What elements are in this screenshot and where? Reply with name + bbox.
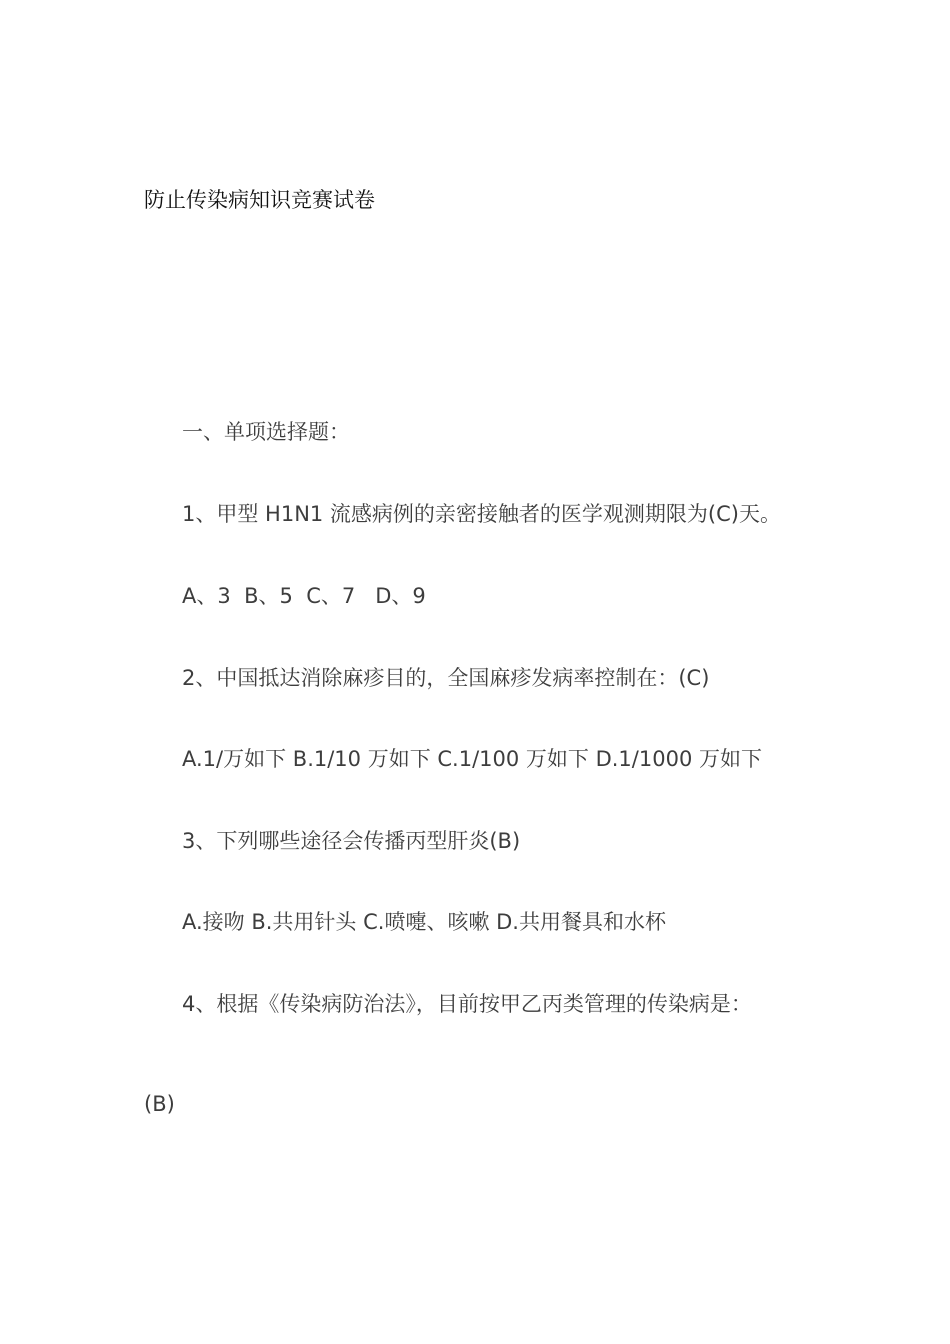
question-3: 3、下列哪些途径会传播丙型肝炎(B)	[182, 829, 521, 853]
question-2: 2、中国抵达消除麻疹目的，全国麻疹发病率控制在：(C)	[182, 666, 710, 690]
question-4-answer: (B)	[144, 1092, 175, 1116]
question-1-options: A、3 B、5 C、7 D、9	[182, 584, 426, 608]
question-3-options: A.接吻 B.共用针头 C.喷嚏、咳嗽 D.共用餐具和水杯	[182, 910, 666, 934]
question-2-options: A.1/万如下 B.1/10 万如下 C.1/100 万如下 D.1/1000 万如下	[182, 747, 762, 771]
question-4: 4、根据《传染病防治法》，目前按甲乙丙类管理的传染病是：	[182, 992, 752, 1016]
section-heading: 一、单项选择题：	[182, 420, 350, 444]
document-title: 防止传染病知识竞赛试卷	[144, 188, 375, 212]
question-1: 1、甲型 H1N1 流感病例的亲密接触者的医学观测期限为(C)天。	[182, 502, 781, 526]
